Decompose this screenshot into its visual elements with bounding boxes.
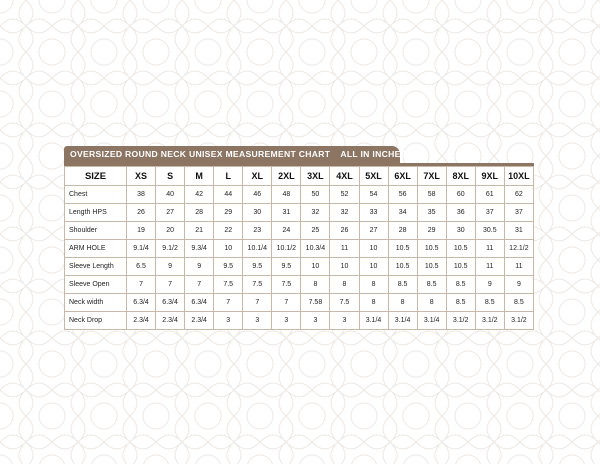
size-header-cell: 6XL: [388, 167, 417, 186]
row-label: Neck Drop: [65, 312, 127, 330]
measurement-cell: 36: [446, 204, 475, 222]
measurement-cell: 9: [475, 276, 504, 294]
measurement-cell: 7: [156, 276, 185, 294]
measurement-cell: 7.5: [214, 276, 243, 294]
measurement-cell: 8.5: [388, 276, 417, 294]
measurement-cell: 6.3/4: [127, 294, 156, 312]
measurement-cell: 3: [272, 312, 301, 330]
size-header-cell: L: [214, 167, 243, 186]
row-label: Length HPS: [65, 204, 127, 222]
measurement-cell: 48: [272, 186, 301, 204]
size-header-cell: 10XL: [504, 167, 533, 186]
measurement-cell: 6.3/4: [185, 294, 214, 312]
measurement-cell: 30: [243, 204, 272, 222]
size-header-cell: 3XL: [301, 167, 330, 186]
measurement-cell: 3.1/4: [417, 312, 446, 330]
measurement-cell: 8.5: [504, 294, 533, 312]
measurement-cell: 24: [272, 222, 301, 240]
measurement-cell: 3: [243, 312, 272, 330]
measurement-cell: 11: [475, 240, 504, 258]
measurement-cell: 10.5: [388, 240, 417, 258]
table-row: [65, 294, 534, 312]
measurement-cell: 50: [301, 186, 330, 204]
measurement-cell: 6.5: [127, 258, 156, 276]
measurement-cell: 30.5: [475, 222, 504, 240]
measurement-cell: 46: [243, 186, 272, 204]
size-header-cell: XS: [127, 167, 156, 186]
size-header-cell: 5XL: [359, 167, 388, 186]
measurement-cell: 11: [330, 240, 359, 258]
measurement-cell: 8: [359, 276, 388, 294]
measurement-cell: 54: [359, 186, 388, 204]
table-row: [65, 222, 534, 240]
measurement-cell: 8: [388, 294, 417, 312]
measurement-cell: 61: [475, 186, 504, 204]
measurement-cell: 37: [475, 204, 504, 222]
row-label: ARM HOLE: [65, 240, 127, 258]
measurement-cell: 10.1/4: [243, 240, 272, 258]
measurement-cell: 9.5: [272, 258, 301, 276]
measurement-cell: 7.5: [243, 276, 272, 294]
size-header-cell: 2XL: [272, 167, 301, 186]
header-row: [65, 167, 534, 186]
measurement-cell: 37: [504, 204, 533, 222]
measurement-cell: 27: [156, 204, 185, 222]
measurement-cell: 3.1/4: [388, 312, 417, 330]
measurement-cell: 8.5: [446, 276, 475, 294]
table-row: [65, 276, 534, 294]
size-header-cell: XL: [243, 167, 272, 186]
measurement-cell: 9.5: [214, 258, 243, 276]
measurement-cell: 11: [504, 258, 533, 276]
measurement-cell: 10: [330, 258, 359, 276]
table-row: [65, 312, 534, 330]
table-row: [65, 204, 534, 222]
measurement-cell: 3.1/2: [446, 312, 475, 330]
measurement-cell: 21: [185, 222, 214, 240]
measurement-cell: 35: [417, 204, 446, 222]
measurement-cell: 10.1/2: [272, 240, 301, 258]
chart-title-banner: [64, 146, 407, 163]
measurement-cell: 10.5: [417, 258, 446, 276]
measurement-cell: 26: [330, 222, 359, 240]
measurement-cell: 3: [330, 312, 359, 330]
measurement-cell: 32: [301, 204, 330, 222]
row-label: Chest: [65, 186, 127, 204]
measurement-cell: 8.5: [475, 294, 504, 312]
measurement-cell: 20: [156, 222, 185, 240]
measurement-cell: 9: [156, 258, 185, 276]
measurement-cell: 10.5: [446, 258, 475, 276]
measurement-cell: 10.5: [388, 258, 417, 276]
measurement-cell: 52: [330, 186, 359, 204]
chart-title: OVERSIZED ROUND NECK UNISEX MEASUREMENT CHART: [70, 149, 331, 159]
measurement-cell: 7.5: [272, 276, 301, 294]
measurement-cell: 30: [446, 222, 475, 240]
measurement-cell: 6.3/4: [156, 294, 185, 312]
size-header-cell: 4XL: [330, 167, 359, 186]
measurement-cell: 9: [185, 258, 214, 276]
measurement-cell: 26: [127, 204, 156, 222]
measurement-cell: 10.5: [446, 240, 475, 258]
row-label: Sleeve Length: [65, 258, 127, 276]
measurement-cell: 31: [504, 222, 533, 240]
measurement-cell: 31: [272, 204, 301, 222]
table-row: [65, 186, 534, 204]
measurement-cell: 44: [214, 186, 243, 204]
measurement-cell: 9.5: [243, 258, 272, 276]
measurement-cell: 3: [214, 312, 243, 330]
measurement-cell: 42: [185, 186, 214, 204]
measurement-cell: 3: [301, 312, 330, 330]
measurement-cell: 9.1/4: [127, 240, 156, 258]
row-label: Sleeve Open: [65, 276, 127, 294]
measurement-cell: 7: [243, 294, 272, 312]
size-table: [64, 166, 534, 330]
size-header-cell: S: [156, 167, 185, 186]
measurement-cell: 8: [330, 276, 359, 294]
row-label: Shoulder: [65, 222, 127, 240]
measurement-cell: 10: [359, 240, 388, 258]
measurement-cell: 60: [446, 186, 475, 204]
measurement-cell: 7: [185, 276, 214, 294]
measurement-cell: 10: [301, 258, 330, 276]
measurement-cell: 7: [127, 276, 156, 294]
table-row: [65, 240, 534, 258]
measurement-cell: 23: [243, 222, 272, 240]
table-body: [65, 186, 534, 330]
measurement-cell: 62: [504, 186, 533, 204]
measurement-cell: 8: [301, 276, 330, 294]
size-column-header: SIZE: [65, 167, 127, 186]
measurement-cell: 12.1/2: [504, 240, 533, 258]
measurement-cell: 2.3/4: [185, 312, 214, 330]
measurement-cell: 7.5: [330, 294, 359, 312]
measurement-cell: 8.5: [417, 276, 446, 294]
measurement-cell: 9.1/2: [156, 240, 185, 258]
measurement-cell: 40: [156, 186, 185, 204]
size-header-cell: 8XL: [446, 167, 475, 186]
size-header-cell: 9XL: [475, 167, 504, 186]
measurement-cell: 25: [301, 222, 330, 240]
measurement-cell: 7: [272, 294, 301, 312]
measurement-cell: 8: [417, 294, 446, 312]
measurement-cell: 11: [475, 258, 504, 276]
measurement-cell: 7: [214, 294, 243, 312]
measurement-cell: 10.5: [417, 240, 446, 258]
measurement-cell: 3.1/2: [475, 312, 504, 330]
measurement-cell: 33: [359, 204, 388, 222]
size-header-cell: M: [185, 167, 214, 186]
measurement-cell: 29: [214, 204, 243, 222]
measurement-cell: 10: [359, 258, 388, 276]
measurement-cell: 32: [330, 204, 359, 222]
measurement-cell: 56: [388, 186, 417, 204]
row-label: Neck width: [65, 294, 127, 312]
measurement-cell: 9.3/4: [185, 240, 214, 258]
measurement-cell: 10.3/4: [301, 240, 330, 258]
measurement-cell: 19: [127, 222, 156, 240]
table-row: [65, 258, 534, 276]
measurement-cell: 3.1/4: [359, 312, 388, 330]
measurement-cell: 9: [504, 276, 533, 294]
measurement-cell: 8.5: [446, 294, 475, 312]
measurement-cell: 58: [417, 186, 446, 204]
measurement-cell: 10: [214, 240, 243, 258]
units-note: ALL IN INCHES: [340, 149, 407, 159]
measurement-cell: 34: [388, 204, 417, 222]
measurement-cell: 29: [417, 222, 446, 240]
measurement-cell: 38: [127, 186, 156, 204]
measurement-cell: 28: [388, 222, 417, 240]
measurement-cell: 28: [185, 204, 214, 222]
measurement-cell: 8: [359, 294, 388, 312]
measurement-cell: 7.58: [301, 294, 330, 312]
measurement-cell: 27: [359, 222, 388, 240]
measurement-cell: 2.3/4: [156, 312, 185, 330]
measurement-cell: 2.3/4: [127, 312, 156, 330]
measurement-cell: 3.1/2: [504, 312, 533, 330]
measurement-cell: 22: [214, 222, 243, 240]
size-header-cell: 7XL: [417, 167, 446, 186]
measurement-chart: [64, 146, 534, 330]
